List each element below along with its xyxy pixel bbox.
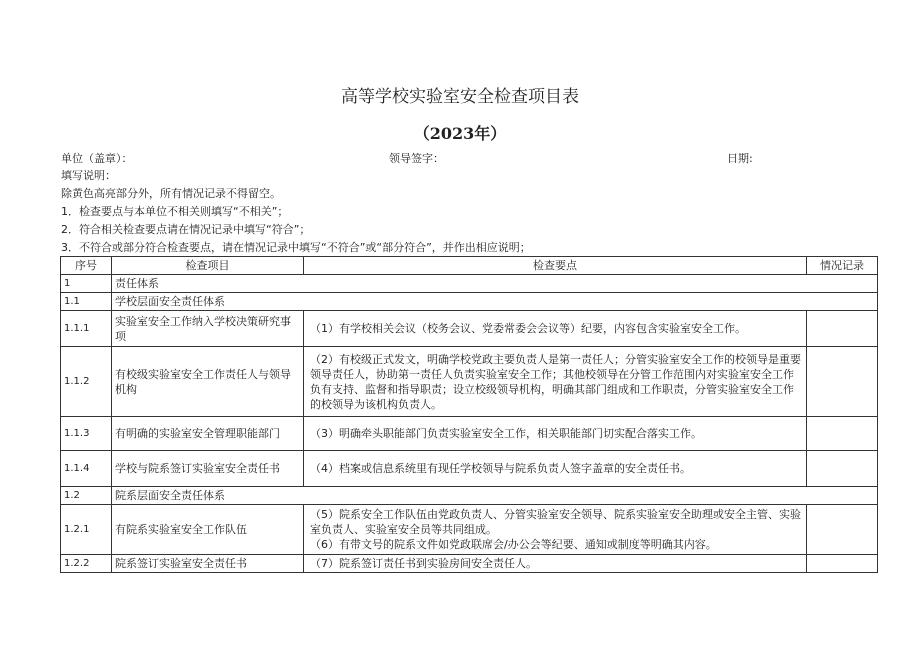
row-number: 1 [61, 275, 112, 293]
table-row [61, 311, 878, 347]
row-section-title: 学校层面安全责任体系 [112, 293, 878, 311]
table-header-row [61, 257, 878, 275]
row-item: 有明确的实验室安全管理职能部门 [112, 417, 304, 451]
row-number: 1.2.1 [61, 505, 112, 555]
record-cell[interactable] [807, 417, 878, 451]
requirement-text: （1）有学校相关会议（校务会议、党委常委会会议等）纪要，内容包含实验室安全工作。 [310, 322, 746, 335]
document-year: （2023年） [413, 124, 507, 143]
row-number: 1.1.1 [61, 311, 112, 347]
record-cell[interactable] [807, 311, 878, 347]
requirement-text: （6）有带文号的院系文件如党政联席会/办公会等纪要、通知或制度等明确其内容。 [310, 538, 717, 551]
record-cell[interactable] [807, 451, 878, 487]
row-number: 1.1.4 [61, 451, 112, 487]
header-requirement: 检查要点 [304, 257, 807, 275]
row-item: 有校级实验室安全工作责任人与领导机构 [112, 347, 304, 417]
date-label: 日期: [727, 152, 753, 165]
record-cell[interactable] [807, 505, 878, 555]
table-row [61, 555, 878, 573]
signature-line [61, 150, 861, 166]
row-requirement [304, 451, 807, 487]
row-requirement [304, 417, 807, 451]
table-row [61, 487, 878, 505]
record-cell[interactable] [807, 555, 878, 573]
unit-label: 单位（盖章）： [61, 152, 133, 165]
table-row [61, 417, 878, 451]
requirement-text: （2）有校级正式发文，明确学校党政主要负责人是第一责任人；分管实验室安全工作的校领导是重要领导责任人，协助第一责任人负责实验室安全工作；其他校领导在分管工作范围内对实验室安全工作负有支持、监督和指导职责；设立校级领导机构，明确其部门组成和工作职责，分管实验室安全工作的校领导为该机构负责人。 [310, 352, 801, 411]
table-row [61, 293, 878, 311]
instruction-line: 3．不符合或部分符合检查要点，请在情况记录中填写“不符合”或“部分符合”，并作出相应说明； [61, 241, 531, 254]
instructions-heading: 填写说明： [61, 169, 116, 182]
record-cell[interactable] [807, 347, 878, 417]
header-record: 情况记录 [807, 257, 878, 275]
requirement-text: （7）院系签订责任书到实验房间安全责任人。 [310, 557, 537, 570]
header-item: 检查项目 [112, 257, 304, 275]
table-row [61, 451, 878, 487]
requirement-text: （3）明确牵头职能部门负责实验室安全工作，相关职能部门切实配合落实工作。 [310, 427, 702, 440]
row-number: 1.2.2 [61, 555, 112, 573]
row-item: 实验室安全工作纳入学校决策研究事项 [112, 311, 304, 347]
inspection-table [60, 256, 878, 573]
leader-signature-label: 领导签字： [389, 152, 444, 165]
instruction-line: 除黄色高亮部分外，所有情况记录不得留空。 [61, 187, 281, 200]
row-section-title: 责任体系 [112, 275, 878, 293]
row-requirement [304, 347, 807, 417]
row-item: 学校与院系签订实验室安全责任书 [112, 451, 304, 487]
instruction-line: 1．检查要点与本单位不相关则填写“不相关”； [61, 205, 289, 218]
document-title: 高等学校实验室安全检查项目表 [341, 87, 579, 107]
row-requirement [304, 505, 807, 555]
row-number: 1.1 [61, 293, 112, 311]
row-item: 院系签订实验室安全责任书 [112, 555, 304, 573]
header-number: 序号 [61, 257, 112, 275]
row-number: 1.2 [61, 487, 112, 505]
table-row [61, 505, 878, 555]
row-section-title: 院系层面安全责任体系 [112, 487, 878, 505]
table-row [61, 275, 878, 293]
requirement-text: （4）档案或信息系统里有现任学校领导与院系负责人签字盖章的安全责任书。 [310, 462, 691, 475]
instruction-line: 2．符合相关检查要点请在情况记录中填写“符合”； [61, 223, 311, 236]
table-row [61, 347, 878, 417]
row-requirement [304, 311, 807, 347]
row-number: 1.1.3 [61, 417, 112, 451]
row-item: 有院系实验室安全工作队伍 [112, 505, 304, 555]
row-number: 1.1.2 [61, 347, 112, 417]
requirement-text: （5）院系安全工作队伍由党政负责人、分管实验室安全领导、院系实验室安全助理或安全主管、实验室负责人、实验室安全员等共同组成。 [310, 508, 801, 536]
row-requirement [304, 555, 807, 573]
